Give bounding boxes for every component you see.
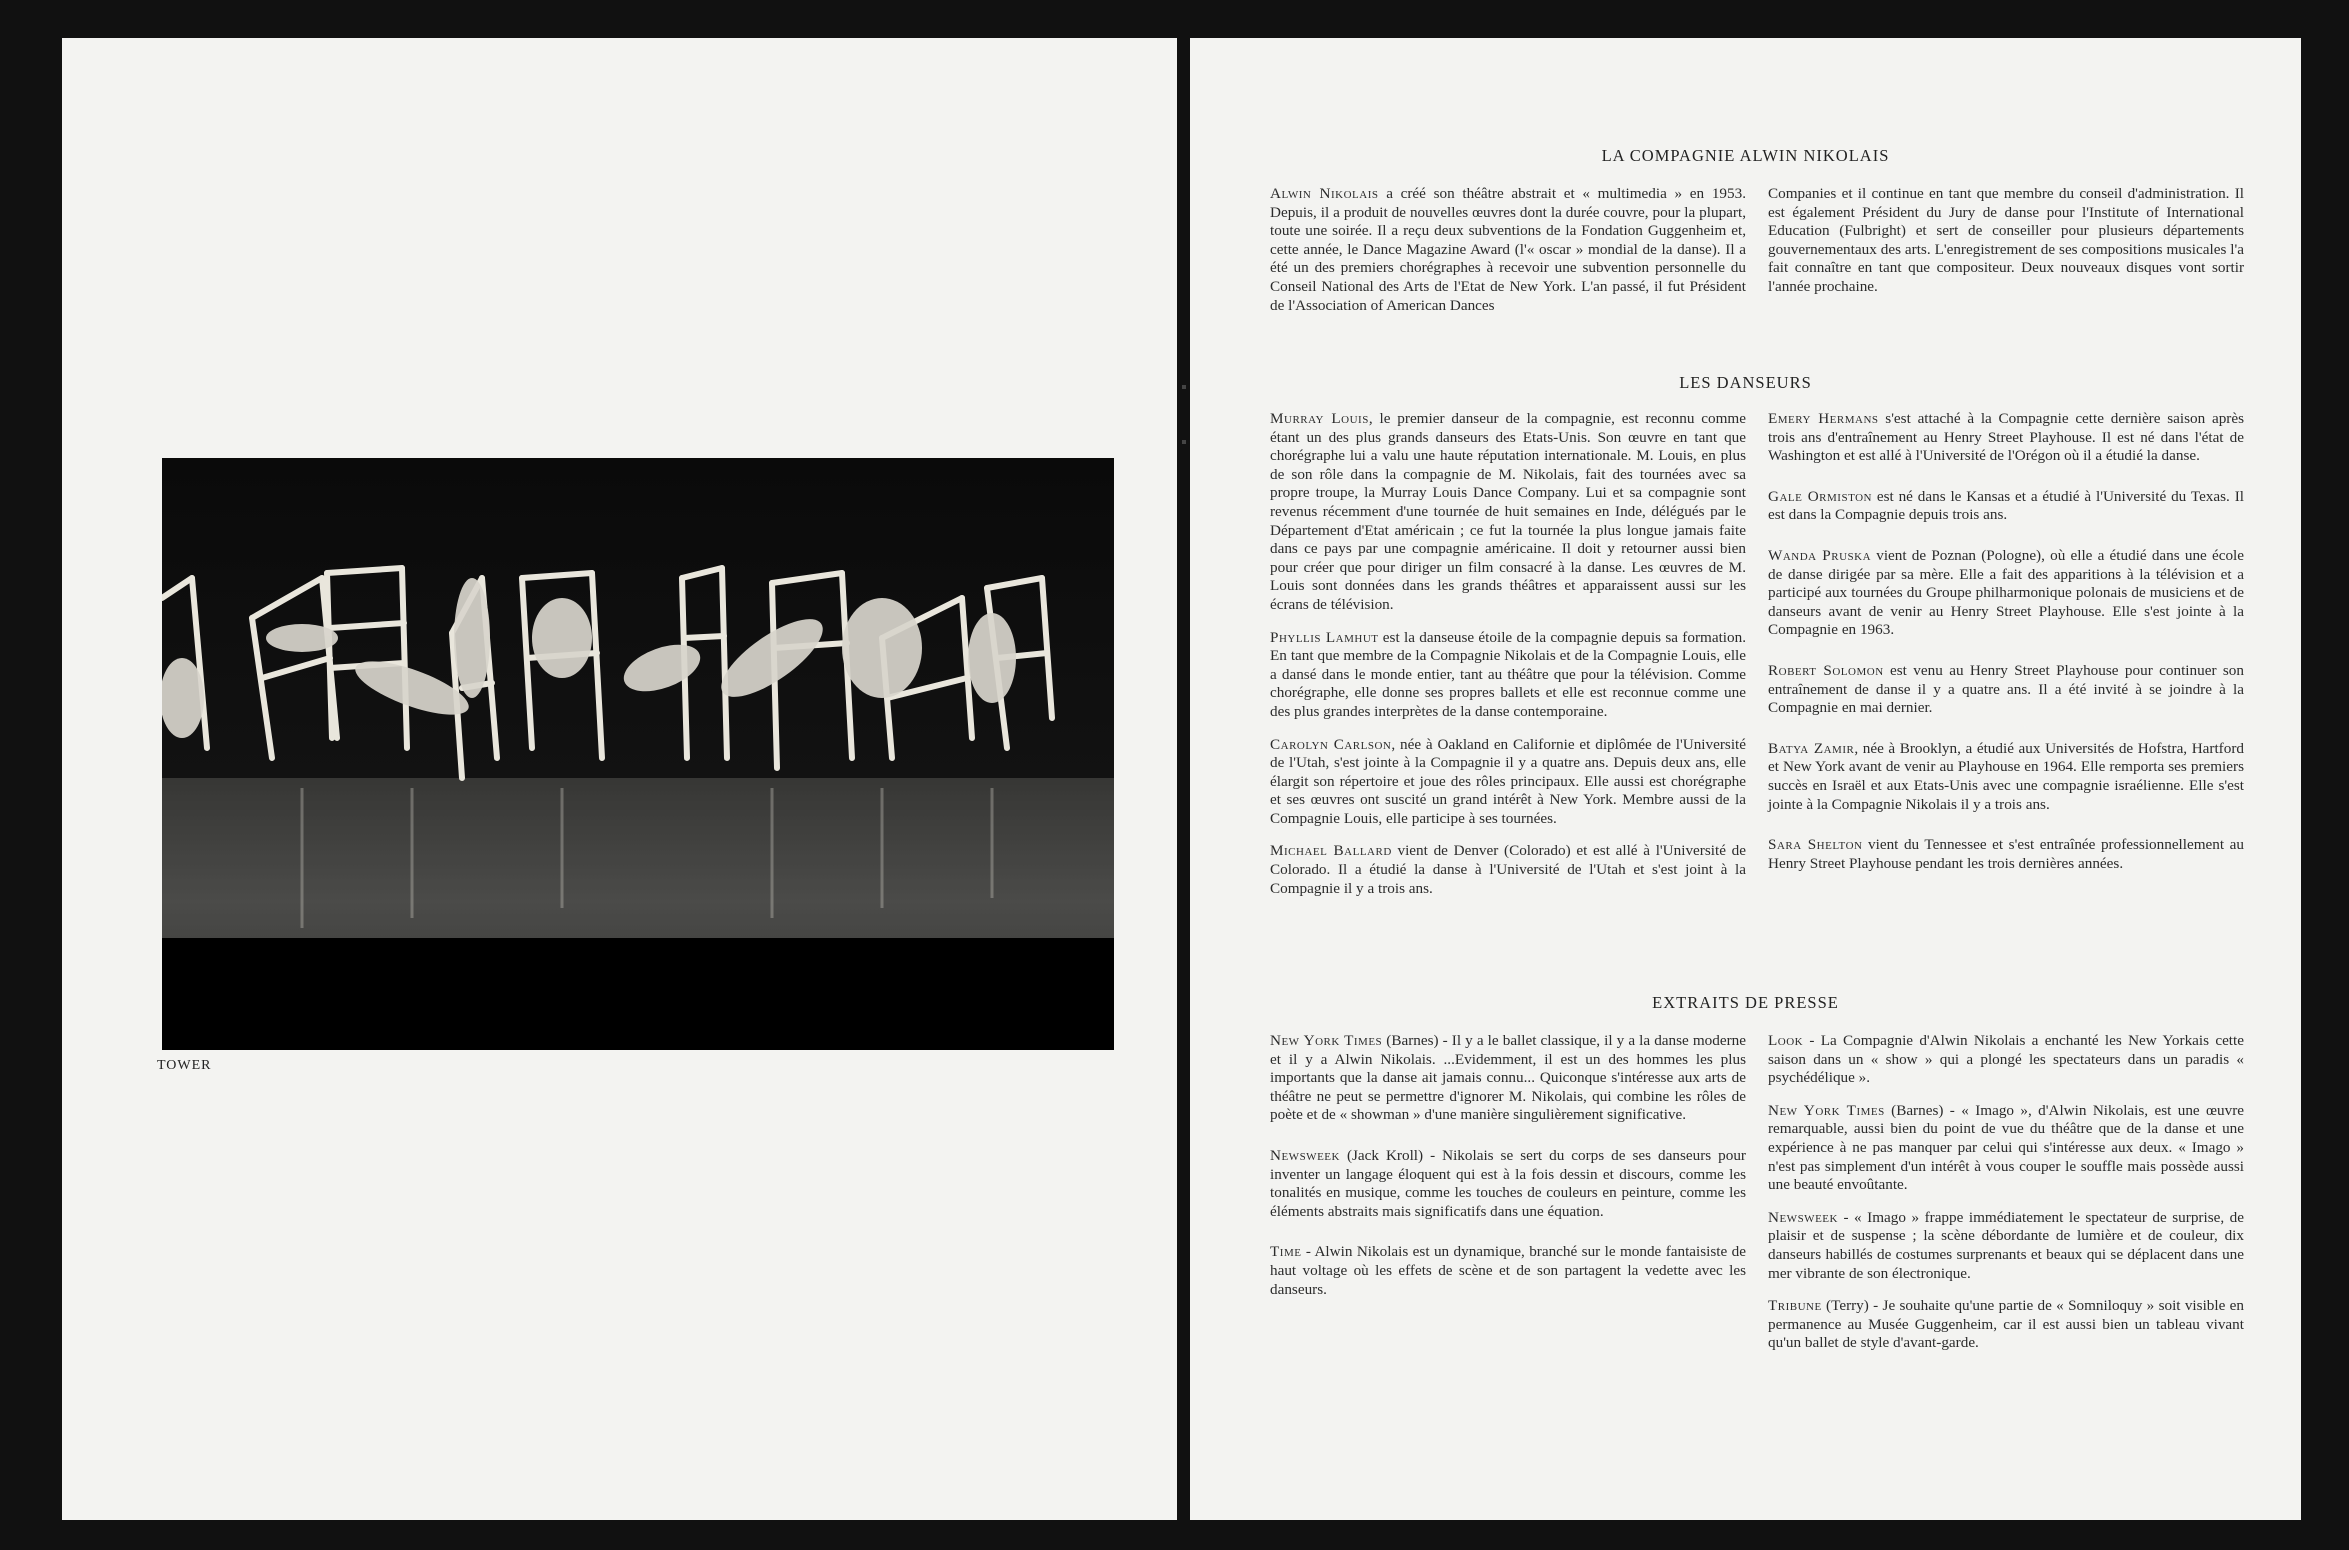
- press-source: Tribune: [1768, 1297, 1822, 1315]
- section-title-compagnie: LA COMPAGNIE ALWIN NIKOLAIS: [1601, 146, 1890, 165]
- dancer-name: Robert Solomon: [1768, 661, 1884, 679]
- dancer-name: Murray Louis: [1270, 410, 1369, 427]
- press-source: New York Times: [1270, 1032, 1383, 1049]
- dancer-name: Carolyn Carlson: [1270, 735, 1392, 753]
- paragraph-text: Companies et il continue en tant que membre du conseil d'administration. Il est également Président du Jury de danse pour l'Institute of International Education (Fulbright) et sert de conseiller pour plusieurs départements gouvernementaux des arts. L'enregistrement de ses compositions musicales l'a fait connaître en tant que compositeur. Deux nouveaux disques vont sortir l'année prochaine.: [1768, 185, 2244, 295]
- tower-photo-illustration: [162, 458, 1114, 1050]
- paragraph-text: a créé son théâtre abstrait et « multimedia » en 1953. Depuis, il a produit de nouvelles œuvres dont la durée couvre, pour la plupart, toute une soirée. Il a reçu deux subventions de la Fondation Guggenheim et, cette année, le Dance Magazine Award (l'« oscar » mondial de la danse). Il a été un des premiers chorégraphes à recevoir une subvention personnelle du Conseil National des Arts de l'Etat de New York. L'an passé, il fut Président de l'Association of American Dances: [1270, 185, 1746, 314]
- press-source: Time: [1270, 1243, 1302, 1261]
- dancer-name: Emery Hermans: [1768, 410, 1879, 427]
- paragraph: [1270, 1243, 1746, 1299]
- paragraph-text: (Jack Kroll) - Nikolais se sert du corps de ses danseurs pour inventer un langage éloquent qui est à la fois dessin et discours, comme les tonalités en musique, comme les touches de couleurs en peinture, comme les éléments abstraits mais significatifs dans une équation.: [1270, 1146, 1746, 1220]
- paragraph: [1768, 410, 2244, 466]
- section-title-presse: EXTRAITS DE PRESSE: [1652, 993, 1839, 1012]
- paragraph-text: est né dans le Kansas et a étudié à l'Université du Texas. Il est dans la Compagnie depuis trois ans.: [1768, 487, 2244, 524]
- compagnie-col-left: [1270, 185, 1746, 329]
- photo-caption: TOWER: [157, 1058, 212, 1073]
- press-source: New York Times: [1768, 1101, 1885, 1119]
- paragraph-text: est venu au Henry Street Playhouse pour continuer son entraînement de danse il y a quatre ans. Il a été invité à se joindre à la Compagnie en mai dernier.: [1768, 661, 2244, 717]
- paragraph-text: , née à Brooklyn, a étudié aux Universités de Hofstra, Hartford et New York avant de venir au Playhouse en 1964. Elle remporta ses premiers succès en Israël et aux Etats-Unis avec une compagnie israélienne. Elle s'est jointe à la Compagnie Nikolais il y a trois ans.: [1768, 739, 2244, 813]
- paragraph-text: , née à Oakland en Californie et diplômée de l'Université de l'Utah, s'est jointe à la Compagnie il y a quatre ans. Depuis deux ans, elle élargit son répertoire et joue des rôles principaux. Elle aussi est chorégraphe et ses œuvres ont suscité un grand intérêt à New York. Membre aussi de la Compagnie Louis, elle participe à ses tournées.: [1270, 735, 1746, 827]
- dancer-name: Sara Shelton: [1768, 836, 1863, 854]
- paragraph-text: vient de Poznan (Pologne), où elle a étudié dans une école de danse dirigée par sa mère. Elle a fait des apparitions à la télévision et a participé aux tournées du Groupe philharmonique polonais de musiciens et de danseurs avant de venir au Henry Street Playhouse. Elle s'est jointe à la Compagnie en 1963.: [1768, 546, 2245, 639]
- paragraph-text: s'est attaché à la Compagnie cette dernière saison après trois ans d'entraînement au Henry Street Playhouse. Il est né dans l'état de Washington et est allé à l'Université de l'Orégon où il a étudié la danse.: [1768, 410, 2245, 465]
- paragraph-text: (Barnes) - « Imago », d'Alwin Nikolais, est une œuvre remarquable, aussi bien du point de vue du théâtre que de la danse et une expérience à ne pas manquer par celui qui s'intéresse aux deux. « Imago » n'est pas simplement d'un intérêt à vous couper le souffle mais possède aussi une beauté envoûtante.: [1768, 1101, 2244, 1194]
- paragraph-text: - La Compagnie d'Alwin Nikolais a enchanté les New Yorkais cette saison dans un « show » qui a plongé les spectateurs dans un paradis « psychédélique ».: [1768, 1032, 2244, 1087]
- dance-photo: [162, 458, 1114, 1050]
- left-page: [62, 38, 1177, 1520]
- paragraph: [1270, 410, 1746, 615]
- paragraph-text: - « Imago » frappe immédiatement le spectateur de surprise, de plaisir et de suspense ; la scène débordante de lumière et de couleur, dix danseurs habillés de costumes surprenants et beaux qui se déplacent dans une mer vibrante de son électronique.: [1768, 1208, 2244, 1282]
- paragraph: [1768, 1102, 2244, 1195]
- paragraph: [1768, 185, 2244, 297]
- paragraph-text: (Terry) - Je souhaite qu'une partie de « Somniloquy » soit visible en permanence au Musée Guggenheim, car il est aussi bien un tableau vivant qu'un ballet de style d'avant-garde.: [1768, 1297, 2244, 1352]
- paragraph: [1768, 740, 2244, 814]
- paragraph: [1768, 1209, 2244, 1283]
- paragraph: [1768, 488, 2244, 525]
- section-title-danseurs: LES DANSEURS: [1679, 373, 1812, 392]
- paragraph: [1270, 736, 1746, 829]
- paragraph-text: , le premier danseur de la compagnie, est reconnu comme étant un des plus grands danseurs des Etats-Unis. Son œuvre en tant que chorégraphe lui a valu une haute réputation internationale. M. Louis, en plus de son rôle dans la compagnie de M. Nikolais, fait des tournées avec sa propre troupe, la Murray Louis Dance Company. Lui et sa compagnie sont revenus récemment d'une tournée de huit semaines en Inde, délégués par le Département d'Etat américain ; ce fut la tournée la plus longue jamais faite dans ce pays par une compagnie américaine. Il doit y retourner aussi bien pour créer que pour diriger un film consacré à la danse. Les œuvres de M. Louis sont données dans les grands théâtres et apparaissent aussi sur les écrans de télévision.: [1270, 410, 1746, 613]
- danseurs-col-right: [1768, 410, 2244, 895]
- paragraph-name: Alwin Nikolais: [1270, 185, 1379, 202]
- paragraph: [1768, 662, 2244, 718]
- dancer-name: Batya Zamir: [1768, 739, 1855, 757]
- paragraph: [1768, 1032, 2244, 1088]
- paragraph-text: - Alwin Nikolais est un dynamique, branché sur le monde fantaisiste de haut voltage où les effets de scène et de son partagent la vedette avec les danseurs.: [1270, 1243, 1746, 1298]
- spine-mark: [1182, 440, 1186, 444]
- paragraph-text: (Barnes) - Il y a le ballet classique, il y a la danse moderne et il y a Alwin Nikolais. ...Evidemment, il est un des hommes les plus importants que la danse ait jamais connu... Quiconque s'intéresse aux arts de théâtre ne peut se permettre d'ignorer M. Nikolais, qui combine les rôles de poète et de « showman » d'une manière singulièrement significative.: [1270, 1032, 1746, 1124]
- paragraph: [1270, 629, 1746, 722]
- dancer-name: Phyllis Lamhut: [1270, 628, 1379, 646]
- press-source: Newsweek: [1270, 1146, 1340, 1164]
- paragraph: [1768, 1297, 2244, 1353]
- dancer-name: Wanda Pruska: [1768, 546, 1872, 564]
- paragraph: [1270, 1032, 1746, 1125]
- presse-col-right: [1768, 1032, 2244, 1367]
- dancer-name: Gale Ormiston: [1768, 487, 1872, 505]
- paragraph: [1768, 836, 2244, 873]
- compagnie-col-right: [1768, 185, 2244, 311]
- paragraph: [1270, 1147, 1746, 1221]
- spine-mark: [1182, 385, 1186, 389]
- paragraph-text: est la danseuse étoile de la compagnie depuis sa formation. En tant que membre de la Compagnie Nikolais et de la Compagnie Louis, elle a dansé dans le monde entier, tant au théâtre que pour la télévision. Comme chorégraphe, elle donne ses propres ballets et elle est reconnue comme une des plus grandes interprètes de la danse contemporaine.: [1270, 628, 1746, 720]
- press-source: Newsweek: [1768, 1208, 1838, 1226]
- paragraph: [1270, 185, 1746, 315]
- paragraph: [1768, 547, 2244, 640]
- paragraph-text: vient du Tennessee et s'est entraînée professionnellement au Henry Street Playhouse pendant les trois dernières années.: [1768, 836, 2244, 872]
- dancer-name: Michael Ballard: [1270, 842, 1392, 860]
- presse-col-left: [1270, 1032, 1746, 1321]
- paragraph-text: vient de Denver (Colorado) et est allé à l'Université de Colorado. Il a étudié la danse à l'Université de l'Utah et s'est joint à la Compagnie il y a trois ans.: [1270, 842, 1746, 897]
- press-source: Look: [1768, 1032, 1804, 1049]
- paragraph: [1270, 842, 1746, 898]
- danseurs-col-left: [1270, 410, 1746, 912]
- right-page: [1190, 38, 2301, 1520]
